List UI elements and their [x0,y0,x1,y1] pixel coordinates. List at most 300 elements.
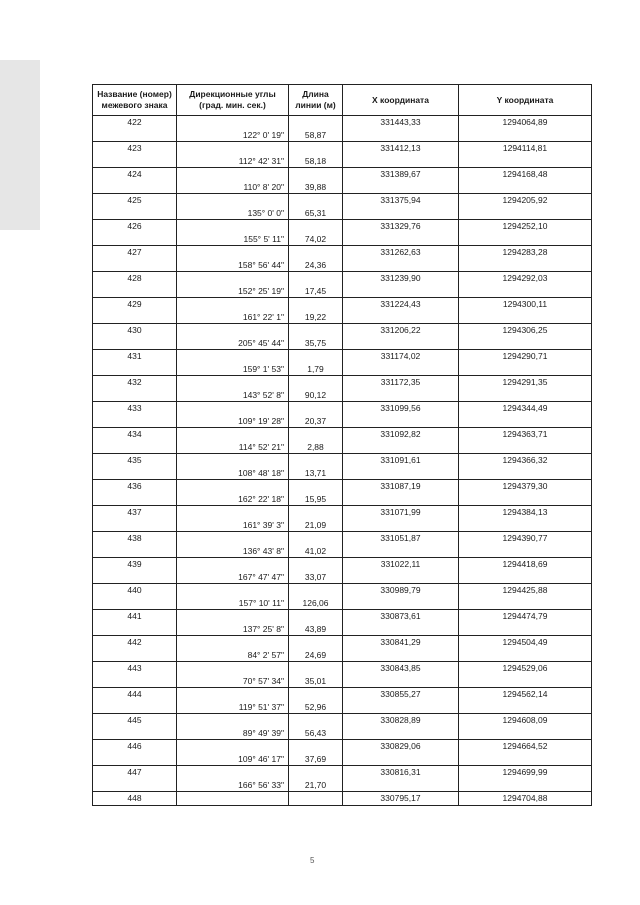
direction-angle: 84° 2' 57" [177,649,289,662]
empty-cell [177,532,289,545]
segment-row [93,675,592,688]
empty-cell [459,129,592,142]
y-coordinate: 1294529,06 [459,662,592,675]
line-length: 24,69 [289,649,343,662]
empty-cell [289,714,343,727]
y-coordinate: 1294363,71 [459,428,592,441]
empty-cell [289,298,343,311]
empty-cell [289,532,343,545]
empty-cell [93,701,177,714]
empty-cell [289,454,343,467]
line-length: 2,88 [289,441,343,454]
marker-number: 423 [93,142,177,155]
empty-cell [177,766,289,779]
y-coordinate: 1294474,79 [459,610,592,623]
coordinates-table [92,84,592,806]
direction-angle: 143° 52' 8" [177,389,289,402]
x-coordinate: 331092,82 [343,428,459,441]
marker-row [93,402,592,415]
y-coordinate: 1294291,35 [459,376,592,389]
marker-number: 441 [93,610,177,623]
empty-cell [177,662,289,675]
empty-cell [93,155,177,168]
empty-cell [459,545,592,558]
page-number: 5 [310,856,315,865]
empty-cell [459,363,592,376]
y-coordinate: 1294418,69 [459,558,592,571]
header-line-length: Длина линии (м) [289,85,343,116]
y-coordinate: 1294425,88 [459,584,592,597]
empty-cell [93,467,177,480]
y-coordinate: 1294384,13 [459,506,592,519]
empty-cell [93,623,177,636]
marker-row [93,142,592,155]
marker-number: 429 [93,298,177,311]
empty-cell [289,350,343,363]
segment-row [93,311,592,324]
segment-row [93,727,592,740]
empty-cell [343,467,459,480]
marker-row [93,636,592,649]
direction-angle: 157° 10' 11" [177,597,289,610]
empty-cell [177,454,289,467]
empty-cell [289,584,343,597]
marker-row [93,220,592,233]
empty-cell [459,285,592,298]
direction-angle: 89° 49' 39" [177,727,289,740]
empty-cell [343,779,459,792]
x-coordinate: 330828,89 [343,714,459,727]
marker-row [93,350,592,363]
empty-cell [177,194,289,207]
marker-number: 424 [93,168,177,181]
empty-cell [289,246,343,259]
direction-angle: 205° 45' 44" [177,337,289,350]
marker-number: 444 [93,688,177,701]
direction-angle: 110° 8' 20" [177,181,289,194]
empty-cell [177,714,289,727]
marker-row [93,454,592,467]
empty-cell [459,649,592,662]
y-coordinate: 1294306,25 [459,324,592,337]
empty-cell [93,545,177,558]
marker-row [93,584,592,597]
x-coordinate: 331443,33 [343,116,459,129]
empty-cell [289,168,343,181]
x-coordinate: 330829,06 [343,740,459,753]
empty-cell [459,519,592,532]
marker-row [93,272,592,285]
marker-number: 436 [93,480,177,493]
segment-row [93,441,592,454]
empty-cell [343,571,459,584]
x-coordinate: 331206,22 [343,324,459,337]
line-length: 43,89 [289,623,343,636]
table-body [93,116,592,806]
marker-number: 447 [93,766,177,779]
header-x-coordinate: X координата [343,85,459,116]
marker-number: 432 [93,376,177,389]
empty-cell [93,571,177,584]
direction-angle: 161° 22' 1" [177,311,289,324]
x-coordinate: 331051,87 [343,532,459,545]
empty-cell [289,558,343,571]
empty-cell [93,207,177,220]
empty-cell [459,597,592,610]
y-coordinate: 1294290,71 [459,350,592,363]
segment-row [93,233,592,246]
x-coordinate: 330873,61 [343,610,459,623]
empty-cell [289,272,343,285]
empty-cell [289,116,343,129]
marker-number: 446 [93,740,177,753]
marker-number: 439 [93,558,177,571]
direction-angle: 70° 57' 34" [177,675,289,688]
empty-cell [343,207,459,220]
header-y-coordinate: Y координата [459,85,592,116]
empty-cell [93,259,177,272]
line-length: 65,31 [289,207,343,220]
line-length: 21,70 [289,779,343,792]
empty-cell [93,649,177,662]
line-length: 74,02 [289,233,343,246]
empty-cell [289,142,343,155]
empty-cell [289,688,343,701]
line-length: 52,96 [289,701,343,714]
header-direction-angle: Дирекционные углы (град. мин. сек.) [177,85,289,116]
line-length: 41,02 [289,545,343,558]
x-coordinate: 331172,35 [343,376,459,389]
empty-cell [93,441,177,454]
segment-row [93,467,592,480]
empty-cell [343,233,459,246]
marker-row [93,246,592,259]
marker-row [93,558,592,571]
marker-number: 445 [93,714,177,727]
empty-cell [459,727,592,740]
y-coordinate: 1294664,52 [459,740,592,753]
empty-cell [289,636,343,649]
x-coordinate: 331022,11 [343,558,459,571]
segment-row [93,129,592,142]
x-coordinate: 330841,29 [343,636,459,649]
empty-cell [177,142,289,155]
marker-number: 438 [93,532,177,545]
empty-cell [459,155,592,168]
empty-cell [343,259,459,272]
empty-cell [289,428,343,441]
marker-row [93,766,592,779]
marker-number: 442 [93,636,177,649]
empty-cell [343,129,459,142]
empty-cell [93,181,177,194]
empty-cell [289,610,343,623]
marker-row [93,324,592,337]
empty-cell [459,207,592,220]
marker-row [93,480,592,493]
empty-cell [289,792,343,806]
marker-number: 431 [93,350,177,363]
empty-cell [459,311,592,324]
direction-angle: 161° 39' 3" [177,519,289,532]
y-coordinate: 1294252,10 [459,220,592,233]
segment-row [93,753,592,766]
empty-cell [289,740,343,753]
empty-cell [343,649,459,662]
empty-cell [93,675,177,688]
empty-cell [93,389,177,402]
direction-angle: 159° 1' 53" [177,363,289,376]
empty-cell [93,493,177,506]
line-length: 21,09 [289,519,343,532]
line-length: 17,45 [289,285,343,298]
empty-cell [289,662,343,675]
marker-row [93,194,592,207]
x-coordinate: 331224,43 [343,298,459,311]
empty-cell [177,584,289,597]
marker-number: 440 [93,584,177,597]
direction-angle: 158° 56' 44" [177,259,289,272]
marker-number: 430 [93,324,177,337]
empty-cell [343,753,459,766]
empty-cell [93,363,177,376]
direction-angle: 137° 25' 8" [177,623,289,636]
empty-cell [459,337,592,350]
segment-row [93,415,592,428]
header-marker-name: Название (номер) межевого знака [93,85,177,116]
direction-angle: 155° 5' 11" [177,233,289,246]
x-coordinate: 330816,31 [343,766,459,779]
direction-angle: 108° 48' 18" [177,467,289,480]
marker-number: 425 [93,194,177,207]
y-coordinate: 1294114,81 [459,142,592,155]
marker-row [93,428,592,441]
empty-cell [289,220,343,233]
x-coordinate: 331091,61 [343,454,459,467]
empty-cell [459,467,592,480]
x-coordinate: 331412,13 [343,142,459,155]
segment-row [93,389,592,402]
empty-cell [177,740,289,753]
segment-row [93,571,592,584]
y-coordinate: 1294379,30 [459,480,592,493]
marker-row [93,740,592,753]
y-coordinate: 1294292,03 [459,272,592,285]
scan-noise [0,60,40,230]
y-coordinate: 1294699,99 [459,766,592,779]
empty-cell [459,623,592,636]
direction-angle: 122° 0' 19" [177,129,289,142]
direction-angle: 112° 42' 31" [177,155,289,168]
empty-cell [93,311,177,324]
marker-row [93,506,592,519]
line-length: 90,12 [289,389,343,402]
empty-cell [177,168,289,181]
marker-number: 434 [93,428,177,441]
direction-angle: 114° 52' 21" [177,441,289,454]
direction-angle: 109° 19' 28" [177,415,289,428]
x-coordinate: 331239,90 [343,272,459,285]
x-coordinate: 330795,17 [343,792,459,806]
direction-angle: 152° 25' 19" [177,285,289,298]
empty-cell [343,363,459,376]
empty-cell [289,324,343,337]
marker-number: 433 [93,402,177,415]
empty-cell [93,519,177,532]
empty-cell [343,597,459,610]
empty-cell [343,519,459,532]
empty-cell [343,415,459,428]
empty-cell [343,389,459,402]
line-length: 56,43 [289,727,343,740]
empty-cell [343,441,459,454]
line-length: 33,07 [289,571,343,584]
marker-number: 428 [93,272,177,285]
x-coordinate: 331375,94 [343,194,459,207]
marker-row [93,168,592,181]
empty-cell [459,233,592,246]
empty-cell [343,181,459,194]
empty-cell [459,753,592,766]
segment-row [93,207,592,220]
empty-cell [343,701,459,714]
empty-cell [93,753,177,766]
empty-cell [459,441,592,454]
segment-row [93,259,592,272]
empty-cell [289,194,343,207]
empty-cell [93,727,177,740]
direction-angle: 119° 51' 37" [177,701,289,714]
empty-cell [459,493,592,506]
empty-cell [343,337,459,350]
empty-cell [93,337,177,350]
empty-cell [177,350,289,363]
x-coordinate: 330989,79 [343,584,459,597]
marker-number: 435 [93,454,177,467]
line-length: 20,37 [289,415,343,428]
line-length: 15,95 [289,493,343,506]
direction-angle: 162° 22' 18" [177,493,289,506]
empty-cell [289,506,343,519]
empty-cell [177,402,289,415]
empty-cell [177,636,289,649]
table-header-row [93,85,592,116]
segment-row [93,181,592,194]
empty-cell [177,220,289,233]
x-coordinate: 331071,99 [343,506,459,519]
empty-cell [289,480,343,493]
line-length: 58,87 [289,129,343,142]
x-coordinate: 331329,76 [343,220,459,233]
line-length: 126,06 [289,597,343,610]
marker-row [93,662,592,675]
empty-cell [343,545,459,558]
y-coordinate: 1294704,88 [459,792,592,806]
line-length: 37,69 [289,753,343,766]
empty-cell [343,155,459,168]
empty-cell [289,376,343,389]
marker-number: 422 [93,116,177,129]
y-coordinate: 1294562,14 [459,688,592,701]
empty-cell [177,376,289,389]
x-coordinate: 331389,67 [343,168,459,181]
y-coordinate: 1294366,32 [459,454,592,467]
line-length: 1,79 [289,363,343,376]
x-coordinate: 331087,19 [343,480,459,493]
y-coordinate: 1294064,89 [459,116,592,129]
marker-number: 426 [93,220,177,233]
direction-angle: 135° 0' 0" [177,207,289,220]
empty-cell [177,298,289,311]
empty-cell [177,792,289,806]
empty-cell [343,285,459,298]
empty-cell [177,116,289,129]
y-coordinate: 1294168,48 [459,168,592,181]
marker-row [93,532,592,545]
empty-cell [343,623,459,636]
empty-cell [93,597,177,610]
line-length: 24,36 [289,259,343,272]
marker-row [93,688,592,701]
empty-cell [459,181,592,194]
empty-cell [459,779,592,792]
y-coordinate: 1294608,09 [459,714,592,727]
x-coordinate: 330855,27 [343,688,459,701]
line-length: 35,75 [289,337,343,350]
y-coordinate: 1294300,11 [459,298,592,311]
y-coordinate: 1294344,49 [459,402,592,415]
marker-number: 437 [93,506,177,519]
direction-angle: 167° 47' 47" [177,571,289,584]
empty-cell [177,558,289,571]
x-coordinate: 331262,63 [343,246,459,259]
empty-cell [343,493,459,506]
segment-row [93,519,592,532]
empty-cell [289,766,343,779]
direction-angle: 166° 56' 33" [177,779,289,792]
empty-cell [93,285,177,298]
empty-cell [343,727,459,740]
empty-cell [343,311,459,324]
segment-row [93,701,592,714]
empty-cell [343,675,459,688]
marker-row [93,116,592,129]
empty-cell [93,233,177,246]
empty-cell [177,272,289,285]
marker-row [93,298,592,311]
empty-cell [177,506,289,519]
empty-cell [177,480,289,493]
segment-row [93,623,592,636]
segment-row [93,649,592,662]
empty-cell [459,415,592,428]
line-length: 13,71 [289,467,343,480]
direction-angle: 136° 43' 8" [177,545,289,558]
empty-cell [459,259,592,272]
segment-row [93,285,592,298]
empty-cell [459,571,592,584]
empty-cell [459,701,592,714]
segment-row [93,363,592,376]
y-coordinate: 1294504,49 [459,636,592,649]
marker-row [93,714,592,727]
marker-number: 427 [93,246,177,259]
empty-cell [93,415,177,428]
line-length: 19,22 [289,311,343,324]
marker-row [93,792,592,806]
y-coordinate: 1294205,92 [459,194,592,207]
empty-cell [93,129,177,142]
